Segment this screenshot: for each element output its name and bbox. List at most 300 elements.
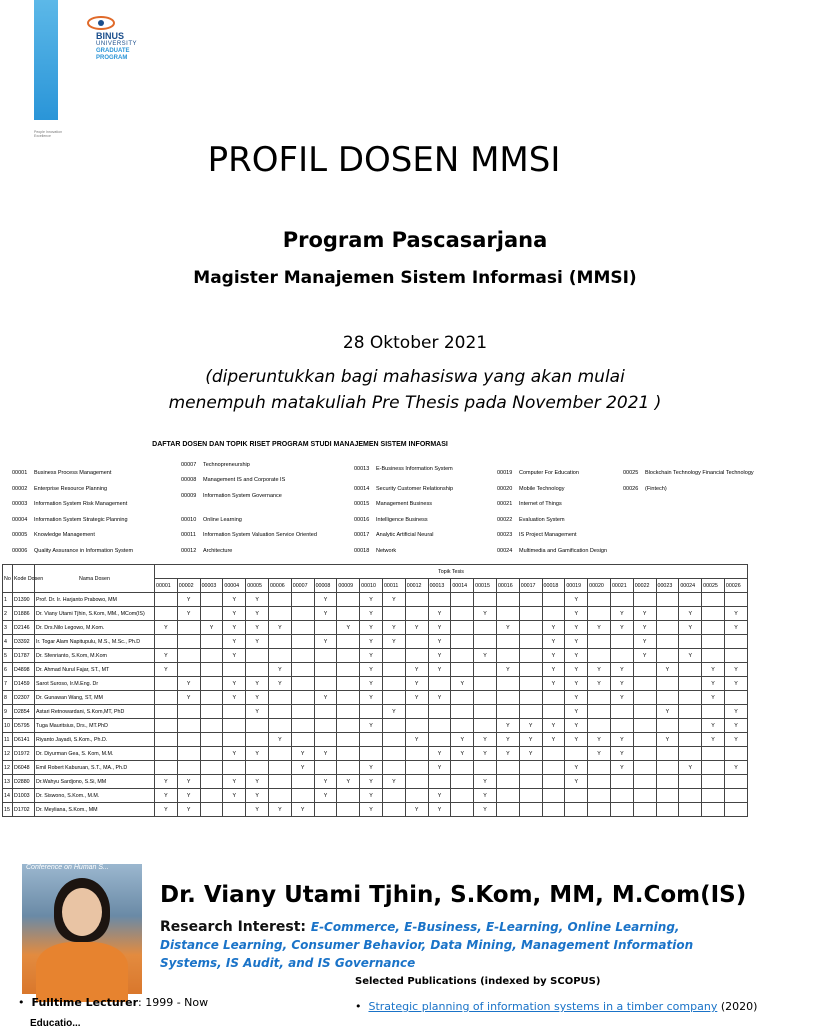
topic-cell: Y [542, 719, 565, 733]
topic-code: 00011 [181, 532, 196, 538]
row-nama: Prof. Dr. Ir. Harjanto Prabowo, MM [35, 593, 155, 607]
topic-cell [610, 789, 633, 803]
topic-cell [542, 607, 565, 621]
topic-cell: Y [565, 649, 588, 663]
topic-cell [702, 649, 725, 663]
topic-cell: Y [155, 621, 178, 635]
topic-code: 00018 [354, 548, 370, 554]
topic-cell: Y [565, 621, 588, 635]
topic-code: 00025 [623, 470, 639, 476]
topic-cell [200, 789, 223, 803]
topic-cell [474, 593, 497, 607]
topic-cell [337, 649, 360, 663]
topic-cell: Y [702, 719, 725, 733]
topic-name: Network [376, 548, 397, 554]
topic-cell [496, 789, 519, 803]
topic-cell: Y [405, 677, 428, 691]
row-nama: Dr. Viany Utami Tjhin, S.Kom, MM., MCom(IS) [35, 607, 155, 621]
topic-cell [656, 789, 679, 803]
topic-cell [519, 649, 542, 663]
photo-face [62, 888, 102, 936]
topic-cell [223, 733, 246, 747]
topic-cell: Y [155, 789, 178, 803]
topic-cell [200, 635, 223, 649]
topic-code: 00005 [12, 532, 28, 538]
topic-cell [724, 649, 747, 663]
row-no: 11 [3, 733, 13, 747]
topic-cell [268, 747, 291, 761]
topic-cell: Y [382, 705, 405, 719]
topic-code: 00021 [497, 501, 513, 507]
topic-cell [702, 775, 725, 789]
topic-cell: Y [724, 607, 747, 621]
row-no: 7 [3, 677, 13, 691]
table-row [3, 719, 748, 733]
row-nama: Dr. Diyurman Gea, S. Kom, M.M. [35, 747, 155, 761]
topic-cell [610, 649, 633, 663]
topic-cell: Y [155, 663, 178, 677]
topic-cell [246, 761, 269, 775]
row-no: 13 [3, 775, 13, 789]
topic-cell [588, 649, 611, 663]
row-nama: Dr. Gunawan Wang, ST, MM [35, 691, 155, 705]
topic-name: Management Business [376, 501, 432, 507]
topic-cell: Y [246, 593, 269, 607]
topic-cell: Y [610, 761, 633, 775]
topic-code: 00023 [497, 532, 513, 538]
topic-cell [177, 761, 200, 775]
topic-cell: Y [223, 747, 246, 761]
topic-cell [633, 775, 656, 789]
topic-code: 00019 [497, 470, 513, 476]
row-no: 12 [3, 761, 13, 775]
topic-cell [519, 593, 542, 607]
topic-cell [519, 789, 542, 803]
topic-cell [314, 677, 337, 691]
topic-cell [679, 663, 702, 677]
topic-cell: Y [679, 607, 702, 621]
topic-cell [405, 593, 428, 607]
topic-cell [200, 733, 223, 747]
topic-cell [451, 607, 474, 621]
topic-cell [610, 719, 633, 733]
topic-code: 00012 [181, 548, 197, 554]
topic-cell: Y [474, 775, 497, 789]
header-topic-code: 00008 [314, 579, 337, 593]
topic-cell: Y [474, 733, 497, 747]
topic-cell: Y [702, 733, 725, 747]
topic-cell [451, 691, 474, 705]
table-row [3, 607, 748, 621]
topic-cell [405, 747, 428, 761]
topic-cell: Y [610, 607, 633, 621]
topic-cell: Y [360, 649, 383, 663]
topic-cell: Y [679, 621, 702, 635]
topic-cell [702, 635, 725, 649]
topic-cell: Y [724, 733, 747, 747]
topic-cell: Y [565, 635, 588, 649]
topic-cell [291, 607, 314, 621]
topic-cell [633, 677, 656, 691]
publications-heading: Selected Publications (indexed by SCOPUS) [355, 976, 601, 987]
topic-cell [588, 761, 611, 775]
row-kode: D1390 [13, 593, 35, 607]
topic-cell: Y [360, 607, 383, 621]
topic-cell [565, 789, 588, 803]
topic-cell: Y [223, 621, 246, 635]
topic-cell [428, 775, 451, 789]
topic-cell [291, 593, 314, 607]
header-nama: Nama Dosen [35, 565, 155, 593]
topic-cell [451, 719, 474, 733]
topic-cell: Y [588, 621, 611, 635]
header-topic-code: 00021 [610, 579, 633, 593]
row-kode: D4898 [13, 663, 35, 677]
topic-cell [177, 649, 200, 663]
topic-cell [291, 691, 314, 705]
topic-name: Mobile Technology [519, 486, 565, 492]
topic-cell [496, 607, 519, 621]
topic-cell: Y [428, 761, 451, 775]
row-kode: D1787 [13, 649, 35, 663]
topic-cell [519, 677, 542, 691]
topic-cell [314, 803, 337, 817]
topic-cell: Y [428, 663, 451, 677]
header-topic-code: 00002 [177, 579, 200, 593]
logo-tagline: People Innovation Excellence [34, 130, 63, 138]
topic-code: 00017 [354, 532, 370, 538]
topic-cell [679, 705, 702, 719]
topic-cell: Y [428, 649, 451, 663]
topic-cell: Y [633, 621, 656, 635]
header-topic-code: 00025 [702, 579, 725, 593]
topic-cell [451, 649, 474, 663]
topic-cell [291, 635, 314, 649]
topic-cell [542, 761, 565, 775]
topic-cell [291, 705, 314, 719]
topic-cell: Y [542, 677, 565, 691]
topic-name: Information System Governance [203, 493, 282, 499]
topic-cell [382, 607, 405, 621]
topic-cell [656, 691, 679, 705]
topic-code: 00024 [497, 548, 513, 554]
topic-cell: Y [360, 677, 383, 691]
topic-cell [223, 663, 246, 677]
topic-cell [565, 803, 588, 817]
topic-cell [405, 607, 428, 621]
education-cut: Educatio... [30, 1018, 81, 1029]
row-nama: Dr. Ahmad Nurul Fajar, ST., MT [35, 663, 155, 677]
topic-cell [337, 733, 360, 747]
topic-cell [337, 663, 360, 677]
table-row [3, 747, 748, 761]
topic-cell: Y [451, 747, 474, 761]
topic-cell [633, 803, 656, 817]
topic-cell [542, 705, 565, 719]
topic-name: Information System Strategic Planning [34, 517, 128, 523]
topic-cell [200, 719, 223, 733]
topic-cell [679, 677, 702, 691]
logo-line4: PROGRAM [96, 55, 128, 61]
lecturer-topic-table [2, 564, 748, 817]
topic-cell [177, 635, 200, 649]
topic-cell [474, 621, 497, 635]
topic-cell: Y [565, 719, 588, 733]
row-no: 3 [3, 621, 13, 635]
header-topic-code: 00011 [382, 579, 405, 593]
topic-cell [268, 593, 291, 607]
table-row [3, 677, 748, 691]
topic-cell: Y [177, 607, 200, 621]
topic-cell: Y [702, 677, 725, 691]
topic-name: Information System Valuation Service Oriented [203, 532, 317, 538]
topic-cell [268, 635, 291, 649]
topic-cell: Y [314, 607, 337, 621]
topic-cell [428, 705, 451, 719]
topic-cell [724, 691, 747, 705]
topic-cell [702, 761, 725, 775]
topic-cell: Y [724, 621, 747, 635]
topic-cell [177, 747, 200, 761]
topic-cell: Y [177, 775, 200, 789]
topic-code: 00016 [354, 517, 370, 523]
topic-cell: Y [177, 803, 200, 817]
topic-cell [656, 761, 679, 775]
row-nama: Dr. Siswono, S.Kom., M.M. [35, 789, 155, 803]
topic-cell [382, 803, 405, 817]
topic-cell [200, 607, 223, 621]
topic-cell: Y [360, 691, 383, 705]
topic-cell: Y [314, 691, 337, 705]
topic-cell: Y [246, 677, 269, 691]
topic-cell [588, 691, 611, 705]
note-text [0, 364, 830, 416]
topic-code: 00013 [354, 466, 370, 472]
topic-cell: Y [223, 677, 246, 691]
row-no: 2 [3, 607, 13, 621]
topic-cell: Y [246, 607, 269, 621]
profile-name: Dr. Viany Utami Tjhin, S.Kom, MM, M.Com(IS) [160, 882, 747, 908]
topic-cell [474, 677, 497, 691]
topic-cell [291, 621, 314, 635]
topic-cell [405, 705, 428, 719]
topic-cell [360, 747, 383, 761]
topic-cell: Y [268, 677, 291, 691]
topic-cell: Y [246, 747, 269, 761]
topic-cell [451, 705, 474, 719]
header-topic-code: 00024 [679, 579, 702, 593]
topic-cell: Y [474, 607, 497, 621]
topic-cell [291, 649, 314, 663]
topic-cell [177, 733, 200, 747]
publication-bullet: • Strategic planning of information systems in a timber company (2020) [355, 1000, 758, 1013]
topic-cell [382, 691, 405, 705]
topic-cell: Y [428, 691, 451, 705]
topic-cell [474, 705, 497, 719]
topic-cell: Y [565, 733, 588, 747]
topic-cell [633, 789, 656, 803]
topic-cell [382, 719, 405, 733]
topic-cell: Y [291, 803, 314, 817]
topic-cell: Y [223, 593, 246, 607]
topic-cell: Y [428, 607, 451, 621]
publication-link[interactable]: Strategic planning of information systems in a timber company [368, 1000, 718, 1013]
topic-cell: Y [428, 621, 451, 635]
topic-cell [519, 621, 542, 635]
row-kode: D1886 [13, 607, 35, 621]
topic-cell: Y [610, 691, 633, 705]
topic-cell: Y [246, 803, 269, 817]
topic-cell [451, 775, 474, 789]
topic-cell [542, 775, 565, 789]
topic-cell [155, 761, 178, 775]
topic-cell [451, 593, 474, 607]
topic-cell [155, 705, 178, 719]
topic-cell [405, 649, 428, 663]
topic-cell: Y [610, 747, 633, 761]
table-row [3, 733, 748, 747]
topic-cell [724, 635, 747, 649]
row-no: 9 [3, 705, 13, 719]
topic-cell [337, 789, 360, 803]
topic-cell: Y [451, 733, 474, 747]
topic-cell: Y [633, 649, 656, 663]
topic-cell [633, 733, 656, 747]
lecturer-value: : 1999 - Now [138, 996, 209, 1009]
table-row [3, 691, 748, 705]
topic-cell [724, 593, 747, 607]
topic-cell [314, 663, 337, 677]
row-nama: Ir. Togar Alam Napitupulu, M.S., M.Sc., Ph.D [35, 635, 155, 649]
topic-cell: Y [519, 733, 542, 747]
topic-cell [428, 719, 451, 733]
topic-cell [291, 677, 314, 691]
row-nama: Dr.Wahyu Sardjono, S.Si, MM [35, 775, 155, 789]
topic-cell [656, 593, 679, 607]
topic-cell: Y [155, 775, 178, 789]
header-topic-code: 00016 [496, 579, 519, 593]
topic-cell [588, 593, 611, 607]
topic-cell [337, 705, 360, 719]
topic-cell [382, 747, 405, 761]
row-no: 15 [3, 803, 13, 817]
topic-cell [633, 705, 656, 719]
topic-cell: Y [542, 649, 565, 663]
row-kode: D1459 [13, 677, 35, 691]
note-line-2: menempuh matakuliah Pre Thesis pada November 2021 ) [168, 393, 662, 413]
topic-cell: Y [246, 691, 269, 705]
topic-cell: Y [405, 621, 428, 635]
topic-cell: Y [177, 677, 200, 691]
topic-cell [451, 789, 474, 803]
topic-cell [724, 803, 747, 817]
topic-code: 00006 [12, 548, 28, 554]
topic-cell: Y [451, 677, 474, 691]
topic-cell [474, 761, 497, 775]
topic-cell: Y [724, 705, 747, 719]
topic-cell [268, 607, 291, 621]
topic-cell [633, 593, 656, 607]
header-topic-code: 00012 [405, 579, 428, 593]
topic-cell [405, 635, 428, 649]
topic-cell: Y [405, 803, 428, 817]
topic-cell: Y [360, 775, 383, 789]
note-line-1: (diperuntukkan bagi mahasiswa yang akan mulai [205, 367, 625, 387]
topic-cell: Y [360, 789, 383, 803]
row-kode: D6048 [13, 761, 35, 775]
topic-cell: Y [679, 649, 702, 663]
topic-cell [246, 663, 269, 677]
topic-cell: Y [337, 621, 360, 635]
topic-cell: Y [314, 747, 337, 761]
topic-cell [268, 705, 291, 719]
topic-cell [382, 649, 405, 663]
table-title: DAFTAR DOSEN DAN TOPIK RISET PROGRAM STUDI MANAJEMEN SISTEM INFORMASI [152, 441, 448, 448]
topic-cell [519, 635, 542, 649]
topic-cell: Y [496, 747, 519, 761]
table-row [3, 789, 748, 803]
topic-cell: Y [610, 663, 633, 677]
header-topic-code: 00009 [337, 579, 360, 593]
topic-cell: Y [428, 789, 451, 803]
table-row [3, 775, 748, 789]
topic-cell [428, 733, 451, 747]
row-kode: D6141 [13, 733, 35, 747]
header-topic-code: 00007 [291, 579, 314, 593]
topic-cell [610, 705, 633, 719]
topic-cell [588, 803, 611, 817]
topic-code: 00001 [12, 470, 28, 476]
topic-cell [223, 761, 246, 775]
topic-cell [337, 677, 360, 691]
topic-code: 00008 [181, 477, 197, 483]
topic-cell [656, 635, 679, 649]
topic-cell: Y [223, 635, 246, 649]
topic-cell: Y [724, 719, 747, 733]
topic-cell: Y [702, 663, 725, 677]
row-nama: Emil Robert Kaburuan, S.T., MA., Ph.D [35, 761, 155, 775]
row-no: 6 [3, 663, 13, 677]
topic-cell [200, 677, 223, 691]
topic-cell [588, 775, 611, 789]
topic-cell [474, 635, 497, 649]
topic-code: 00022 [497, 517, 513, 523]
topic-cell [291, 775, 314, 789]
topic-cell: Y [542, 733, 565, 747]
topic-name: Blockchain Technology Financial Technology [645, 470, 754, 476]
topic-name: (Fintech) [645, 486, 667, 492]
topic-cell: Y [565, 761, 588, 775]
row-no: 1 [3, 593, 13, 607]
topic-cell: Y [382, 621, 405, 635]
topic-cell [268, 789, 291, 803]
row-no: 8 [3, 691, 13, 705]
topic-cell [337, 691, 360, 705]
topic-cell [656, 607, 679, 621]
topic-cell [337, 593, 360, 607]
logo-line3: GRADUATE [96, 48, 130, 54]
topic-cell [382, 733, 405, 747]
topic-code: 00015 [354, 501, 370, 507]
topic-cell: Y [177, 593, 200, 607]
topic-cell: Y [382, 775, 405, 789]
topic-code: 00009 [181, 493, 197, 499]
binus-logo [72, 14, 162, 74]
date-text: 28 Oktober 2021 [342, 333, 488, 353]
topic-cell [200, 705, 223, 719]
topic-cell [496, 635, 519, 649]
topic-cell [702, 593, 725, 607]
